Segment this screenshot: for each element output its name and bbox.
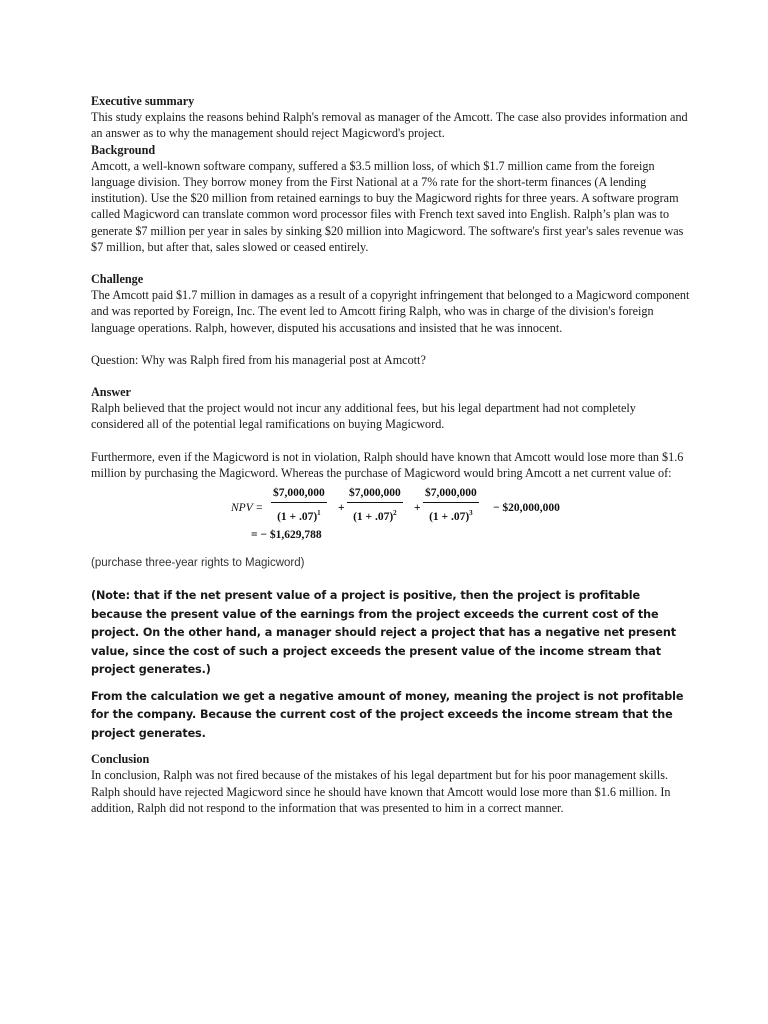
npv-term-1-denominator: $(1 + .07)^1$ (277, 509, 321, 524)
npv-formula (231, 485, 691, 553)
answer-body-1: Ralph believed that the project would not incur any additional fees, but his legal department had not completely considered all of the potential legal ramifications on buying Magicword. (91, 401, 636, 432)
npv-minus-cost: − $20,000,000 (493, 502, 560, 515)
background-body: Amcott, a well-known software company, suffered a $3.5 million loss, of which $1.7 million came from the foreign language division. They borrow money from the First National at a 7% rate for the short-term finances (A lending institution). Use the $20 million from retained earnings to buy the Magicword rights for three years. A software program called Magicword can translate common word processor files with French text saved into English. Ralph’s plan was to generate $7 million per year in sales by sinking $20 million into Magicword. The software's first year's sales revenue was $7 million, but after that, sales slowed or ceased entirely. (91, 158, 684, 254)
answer-body-2: Furthermore, even if the Magicword is not in violation, Ralph should have known that Amcott would lose more than $1.6 million by purchasing the Magicword. Whereas the purchase of Magicword would bring Amcott a net current value of: (91, 449, 684, 480)
document-page (91, 93, 691, 816)
executive-summary-body: This study explains the reasons behind Ralph's removal as manager of the Amcott. The case also provides information and an answer as to why the management should reject Magicword's project. (91, 110, 688, 141)
background-heading: Background (91, 142, 156, 157)
challenge-question: Question: Why was Ralph fired from his managerial post at Amcott? (91, 352, 426, 367)
npv-term-1 (271, 485, 327, 525)
challenge-body: The Amcott paid $1.7 million in damages as a result of a copyright infringement that belonged to a Magicword component and was reported by Foreign, Inc. The event led to Amcott firing Ralph, who was in charge of the division's foreign language operations. Ralph, however, disputed his accusations and insisted that he was innocent. (91, 288, 690, 335)
npv-term-2-numerator: $7,000,000 (347, 485, 403, 503)
npv-term-2 (347, 485, 403, 525)
npv-term-3-denominator: $(1 + .07)^3$ (429, 509, 473, 524)
npv-term-1-numerator: $7,000,000 (271, 485, 327, 503)
npv-result: = − $1,629,788 (251, 529, 322, 542)
answer-heading: Answer (91, 385, 131, 400)
conclusion-body: In conclusion, Ralph was not fired because of the mistakes of his legal department but for his poor management skills. Ralph should have rejected Magicword since he should have known that Amcott would lose more than $1.6 million. In addition, Ralph did not respond to the information that was presented to him in a correct manner. (91, 768, 671, 815)
npv-plus-2: + (414, 502, 421, 515)
npv-term-3-numerator: $7,000,000 (423, 485, 479, 503)
executive-summary-heading: Executive summary (91, 94, 195, 108)
challenge-heading: Challenge (91, 272, 144, 287)
npv-term-2-denominator: $(1 + .07)^2$ (353, 509, 397, 524)
note-paragraph: (Note: that if the net present value of a project is positive, then the project is profitable because the present value of the earnings from the project exceeds the current cost of the project. On the other hand, a manager should reject a project that has a negative net present value, since the cost of such a project exceeds the present value of the income stream that project generates.) (91, 589, 676, 677)
npv-term-3 (423, 485, 479, 525)
npv-lhs: NPV = (231, 502, 264, 515)
conclusion-heading: Conclusion (91, 752, 150, 767)
calculation-paragraph: From the calculation we get a negative amount of money, meaning the project is not profitable for the company. Because the current cost of the project exceeds the income stream that the project generates. (91, 689, 684, 740)
npv-caption: (purchase three-year rights to Magicword) (91, 557, 305, 570)
npv-plus-1: + (338, 502, 345, 515)
